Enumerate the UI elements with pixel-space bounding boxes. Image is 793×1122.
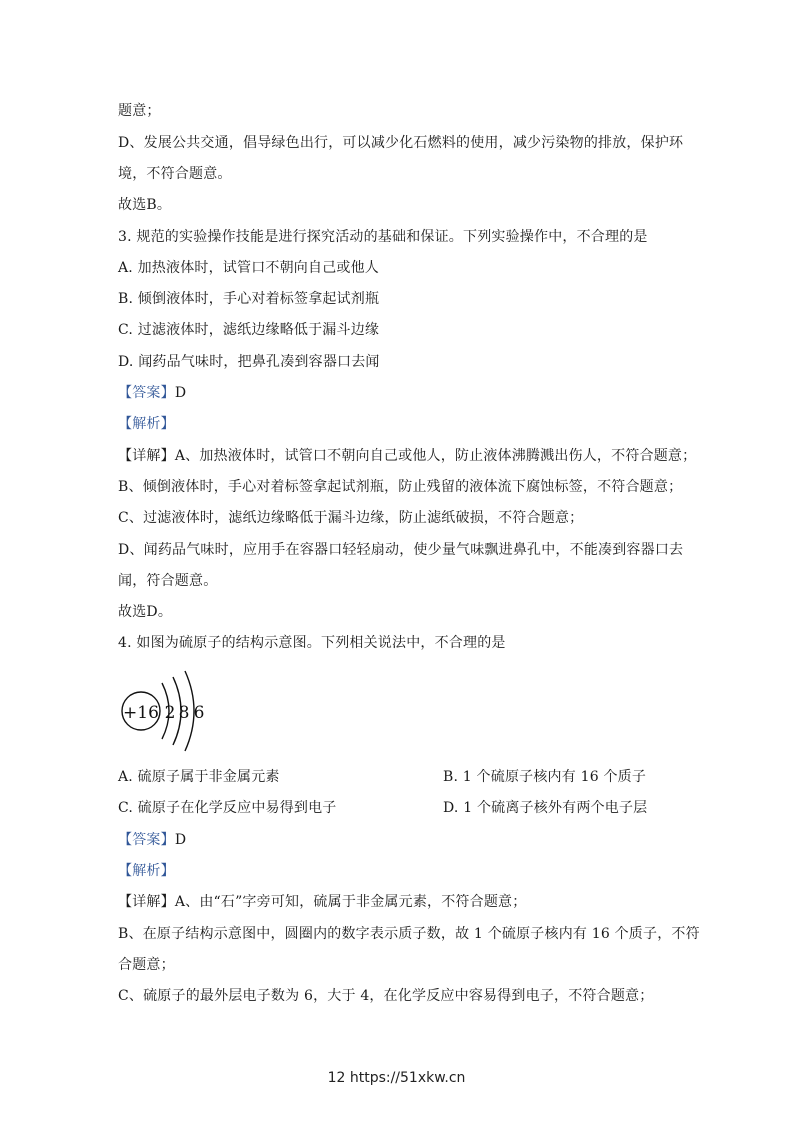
q3-answer [118, 383, 186, 403]
text-line: 境，不符合题意。 [118, 166, 232, 182]
page-footer: 12 https://51xkw.cn [327, 1070, 466, 1086]
q4-detail-line: C、硫原子的最外层电子数为 6，大于 4，在化学反应中容易得到电子，不符合题意； [118, 988, 654, 1004]
q4-detail-line: B、在原子结构示意图中，圆圈内的数字表示质子数，故 1 个硫原子核内有 16 个质子，不符 [118, 926, 700, 942]
detail-label: 【详解】 [118, 448, 175, 464]
q3-option-c: C. 过滤液体时，滤纸边缘略低于漏斗边缘 [118, 322, 380, 338]
q3-analysis-label: 【解析】 [118, 416, 175, 432]
q3-detail-line: B、倾倒液体时，手心对着标签拿起试剂瓶，防止残留的液体流下腐蚀标签，不符合题意； [118, 479, 683, 495]
answer-value: D [174, 385, 187, 401]
shell-electron-count: 6 [193, 703, 205, 723]
q4-detail-line [118, 892, 526, 912]
q3-detail-line: C、过滤液体时，滤纸边缘略低于漏斗边缘，防止滤纸破损，不符合题意； [118, 510, 584, 526]
q4-options-row [118, 767, 280, 787]
text-line: 题意； [118, 103, 161, 119]
text-line: D、发展公共交通，倡导绿色出行，可以减少化石燃料的使用，减少污染物的排放，保护环 [118, 135, 684, 151]
q4-option-c: C. 硫原子在化学反应中易得到电子 [118, 800, 337, 816]
q3-detail-line: D、闻药品气味时，应用手在容器口轻轻扇动，使少量气味飘进鼻孔中，不能凑到容器口去 [118, 542, 684, 558]
detail-label: 【详解】 [118, 894, 175, 910]
q4-option-b: B. 1 个硫原子核内有 16 个质子 [443, 769, 647, 785]
q4-option-a: A. 硫原子属于非金属元素 [118, 769, 280, 785]
shell-electron-count: 8 [178, 703, 190, 723]
q3-option-b: B. 倾倒液体时，手心对着标签拿起试剂瓶 [118, 291, 380, 307]
q4-option-d: D. 1 个硫离子核外有两个电子层 [443, 800, 648, 816]
question-3-stem: 3. 规范的实验操作技能是进行探究活动的基础和保证。下列实验操作中，不合理的是 [118, 229, 648, 245]
q3-option-d: D. 闻药品气味时，把鼻孔凑到容器口去闻 [118, 354, 380, 370]
detail-text: A、加热液体时，试管口不朝向自己或他人，防止液体沸腾溅出伤人，不符合题意； [174, 448, 697, 464]
q3-detail-line: 闻，符合题意。 [118, 573, 218, 589]
answer-label: 【答案】 [118, 385, 175, 401]
answer-value: D [174, 832, 187, 848]
sulfur-atom-structure-diagram [118, 668, 218, 754]
q3-option-a: A. 加热液体时，试管口不朝向自己或他人 [118, 260, 380, 276]
q3-detail-line [118, 446, 696, 466]
q4-detail-line: 合题意； [118, 957, 175, 973]
q4-options-row [118, 798, 337, 818]
q4-answer [118, 830, 186, 850]
q4-analysis-label: 【解析】 [118, 863, 175, 879]
question-4-stem: 4. 如图为硫原子的结构示意图。下列相关说法中，不合理的是 [118, 635, 506, 651]
q3-detail-line: 故选D。 [118, 604, 173, 620]
shell-electron-count: 2 [164, 703, 176, 723]
text-line: 故选B。 [118, 197, 172, 213]
answer-label: 【答案】 [118, 832, 175, 848]
nucleus-label: +16 [123, 703, 159, 723]
detail-text: A、由“石”字旁可知，硫属于非金属元素，不符合题意； [174, 894, 527, 910]
